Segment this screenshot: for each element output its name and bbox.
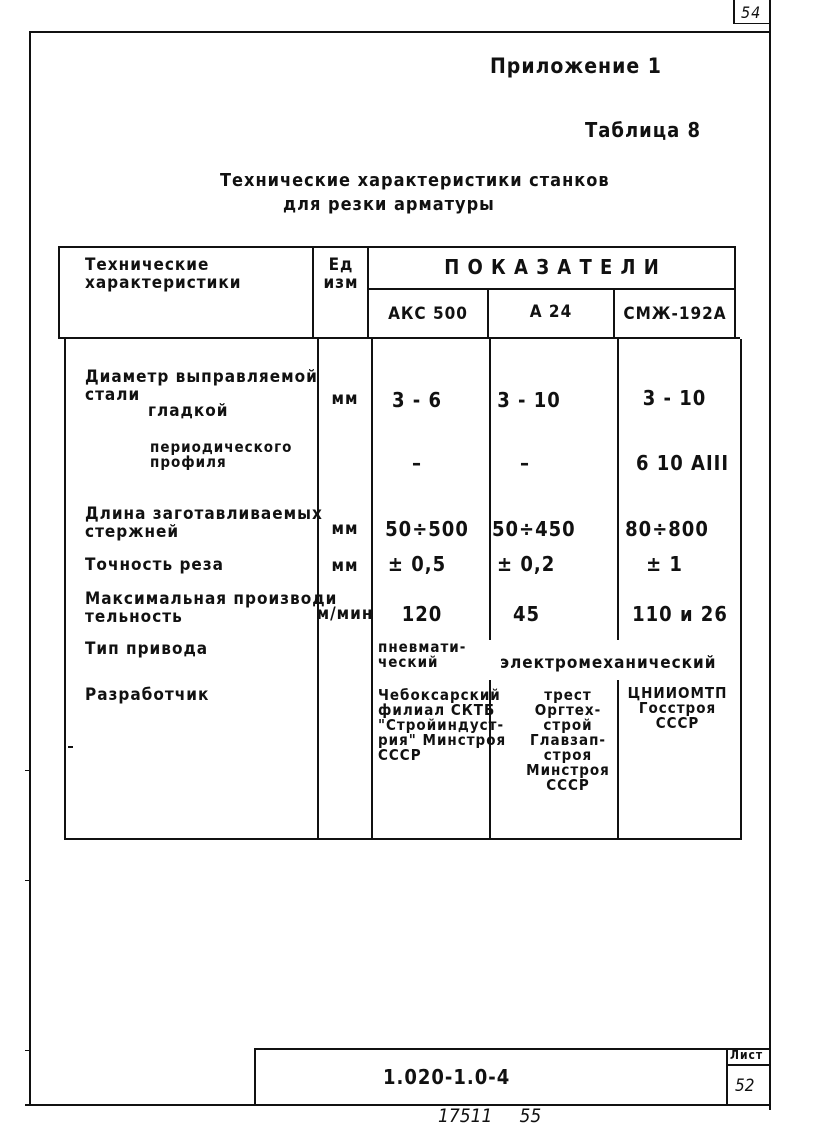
row-diameter-label: Диаметр выправляемой стали — [85, 367, 318, 405]
row-length-col3: 80÷800 — [625, 517, 709, 541]
row-profile-col2: – — [520, 451, 530, 475]
row-length-col2: 50÷450 — [492, 517, 576, 541]
stamp-code: 1.020-1.0-4 — [383, 1065, 511, 1089]
col2-left-lower — [489, 339, 491, 640]
row-diameter-col1: 3 - 6 — [391, 388, 443, 412]
row-diameter-sublabel: гладкой — [148, 401, 229, 421]
col1-left — [367, 246, 369, 339]
col1-left-lower — [371, 339, 373, 840]
left-tick-3 — [25, 1050, 31, 1051]
table-left-lower — [64, 339, 66, 840]
left-tick-2 — [25, 880, 31, 881]
header-indicators: П О К А З А Т Е Л И — [444, 255, 660, 279]
row-diameter-unit: мм — [331, 389, 359, 409]
row-productivity-label: Максимальная производи тельность — [85, 589, 338, 627]
table-left — [58, 246, 60, 339]
header-characteristics: Технические характеристики — [85, 255, 242, 293]
frame-right — [769, 0, 771, 1110]
table-label: Таблица 8 — [585, 118, 702, 142]
bottom-numbers: 17511 55 — [438, 1105, 542, 1127]
row-length-label: Длина заготавливаемых стержней — [85, 504, 323, 542]
indicators-divider — [369, 288, 735, 290]
row-productivity-col1: 120 — [401, 602, 443, 626]
row-length-unit: мм — [331, 519, 359, 539]
table-header-bottom — [58, 337, 740, 339]
left-tick-1 — [25, 770, 31, 771]
stamp-sheet-number: 52 — [735, 1076, 755, 1096]
page-corner-number: 54 — [741, 3, 762, 22]
table-title-line2: для резки арматуры — [283, 194, 495, 215]
row-drive-col1: пневмати- ческий — [378, 638, 467, 671]
stray-dash — [68, 746, 73, 748]
header-col1: АКС 500 — [388, 304, 468, 324]
row-profile-col3: 6 10 АIII — [635, 451, 730, 475]
stamp-left — [254, 1048, 256, 1105]
frame-left — [29, 31, 31, 1106]
stamp-sheet-divider — [726, 1064, 769, 1066]
table-right — [734, 246, 736, 339]
table-right-lower — [740, 339, 742, 840]
row-profile-col1: – — [412, 451, 422, 475]
header-unit: Ед изм — [323, 255, 359, 293]
col3-left-lower-b — [617, 680, 619, 840]
stamp-sheet-left — [726, 1048, 728, 1105]
header-col2: А 24 — [529, 302, 573, 322]
row-drive-col23: электромеханический — [500, 653, 717, 673]
row-developer-col2: трест Оргтех- строй Главзап- строя Минстроя СССР — [526, 686, 610, 794]
table-top — [58, 246, 736, 248]
row-accuracy-unit: мм — [331, 556, 359, 576]
row-productivity-unit: м/мин — [316, 604, 374, 624]
frame-bottom — [25, 1104, 771, 1106]
corner-underline — [733, 23, 771, 24]
row-productivity-col3: 110 и 26 — [632, 602, 728, 626]
header-col3: СМЖ-192А — [623, 304, 727, 324]
row-accuracy-col2: ± 0,2 — [497, 552, 556, 576]
row-developer-col1: Чебоксарский филиал СКТБ "Стройиндуст- рия" Минстроя СССР — [378, 686, 507, 764]
row-accuracy-col1: ± 0,5 — [387, 552, 447, 576]
table-bottom — [65, 838, 742, 840]
row-developer-label: Разработчик — [85, 685, 210, 705]
stamp-sheet-label: Лист — [730, 1048, 764, 1062]
row-length-col1: 50÷500 — [385, 517, 469, 541]
row-diameter-col3: 3 - 10 — [642, 386, 707, 410]
row-accuracy-col3: ± 1 — [646, 552, 683, 576]
row-developer-col3: ЦНИИОМТП Госстроя СССР — [627, 684, 728, 732]
corner-divider — [733, 0, 735, 24]
table-title-line1: Технические характеристики станков — [220, 170, 610, 191]
stamp-top — [254, 1048, 769, 1050]
row-accuracy-label: Точность реза — [85, 555, 224, 575]
row-productivity-col2: 45 — [512, 602, 541, 626]
row-drive-label: Тип привода — [85, 639, 209, 659]
row-diameter-col2: 3 - 10 — [497, 388, 561, 412]
appendix-heading: Приложение 1 — [490, 54, 662, 78]
col-unit-left — [312, 246, 314, 339]
frame-top — [29, 31, 771, 33]
row-profile-label: периодического профиля — [150, 438, 293, 471]
col3-left-lower — [617, 339, 619, 640]
